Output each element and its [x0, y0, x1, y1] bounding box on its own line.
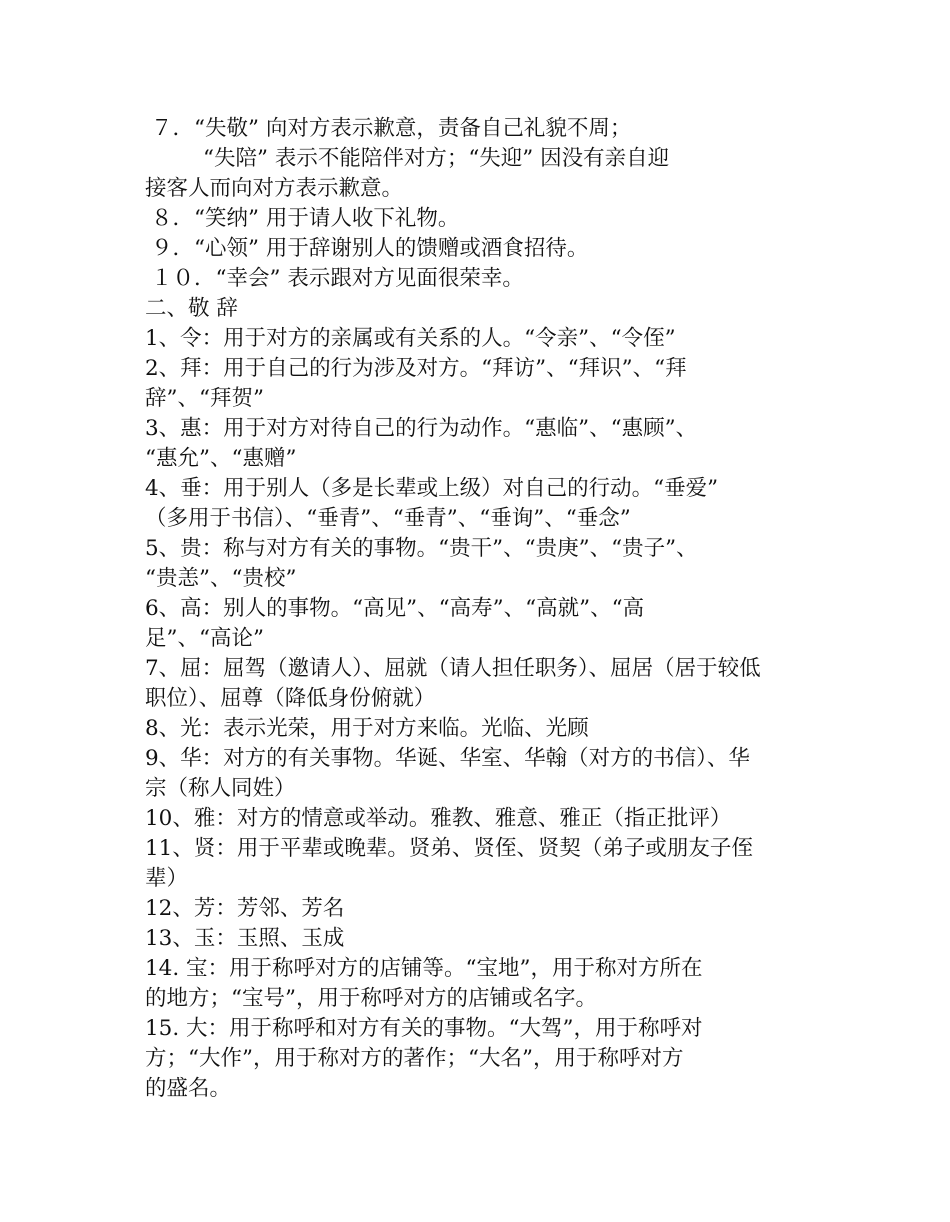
text-line: 11、贤：用于平辈或晚辈。贤弟、贤侄、贤契（弟子或朋友子侄	[145, 836, 753, 861]
text-line: “贵恙”、“贵校”	[145, 566, 297, 591]
text-line: 9、华：对方的有关事物。华诞、华室、华翰（对方的书信）、华	[145, 746, 750, 771]
text-line: 宗（称人同姓）	[145, 776, 296, 801]
text-line: 1、令：用于对方的亲属或有关系的人。“令亲”、“令侄”	[145, 326, 676, 351]
text-line: 辈）	[145, 866, 189, 891]
text-line: 5、贵：称与对方有关的事物。“贵干”、“贵庚”、“贵子”、	[145, 536, 698, 561]
text-line: 4、垂：用于别人（多是长辈或上级）对自己的行动。“垂爱”	[145, 476, 719, 501]
text-line: 8、光：表示光荣，用于对方来临。光临、光顾	[145, 716, 589, 741]
section-heading: 二、敬 辞	[145, 296, 238, 321]
text-line: 7、屈：屈驾（邀请人）、屈就（请人担任职务）、屈居（居于较低	[145, 656, 761, 681]
text-line: 的盛名。	[145, 1076, 232, 1101]
text-line: 方；“大作”，用于称对方的著作；“大名”，用于称呼对方	[145, 1046, 684, 1071]
text-line: 10、雅：对方的情意或举动。雅教、雅意、雅正（指正批评）	[145, 806, 732, 831]
text-line: 的地方；“宝号”，用于称呼对方的店铺或名字。	[145, 986, 597, 1011]
text-line: 13、玉：玉照、玉成	[145, 926, 345, 951]
text-line: ７．“失敬” 向对方表示歉意，责备自己礼貌不周；	[151, 116, 632, 141]
text-line: 职位）、屈尊（降低身份俯就）	[145, 686, 436, 711]
text-line: 辞”、“拜贺”	[145, 386, 264, 411]
text-line: ９．“心领” 用于辞谢别人的馈赠或酒食招待。	[151, 236, 589, 261]
text-line: （多用于书信）、“垂青”、“垂青”、“垂询”、“垂念”	[145, 506, 631, 531]
text-line: 12、芳：芳邻、芳名	[145, 896, 345, 921]
text-line: 6、高：别人的事物。“高见”、“高寿”、“高就”、“高	[145, 596, 645, 621]
text-line: 2、拜：用于自己的行为涉及对方。“拜访”、“拜识”、“拜	[145, 356, 687, 381]
text-line: 足”、“高论”	[145, 626, 264, 651]
text-line: ８．“笑纳” 用于请人收下礼物。	[151, 206, 460, 231]
text-line: “失陪” 表示不能陪伴对方；“失迎” 因没有亲自迎	[203, 146, 670, 171]
text-line: 14. 宝：用于称呼对方的店铺等。“宝地”，用于称对方所在	[145, 956, 703, 981]
text-line: 3、惠：用于对方对待自己的行为动作。“惠临”、“惠顾”、	[145, 416, 698, 441]
text-line: 接客人而向对方表示歉意。	[145, 176, 404, 201]
text-line: １０．“幸会” 表示跟对方见面很荣幸。	[151, 266, 524, 291]
text-line: 15. 大：用于称呼和对方有关的事物。“大驾”，用于称呼对	[145, 1016, 703, 1041]
document-page	[145, 114, 825, 1104]
text-line: “惠允”、“惠赠”	[145, 446, 297, 471]
